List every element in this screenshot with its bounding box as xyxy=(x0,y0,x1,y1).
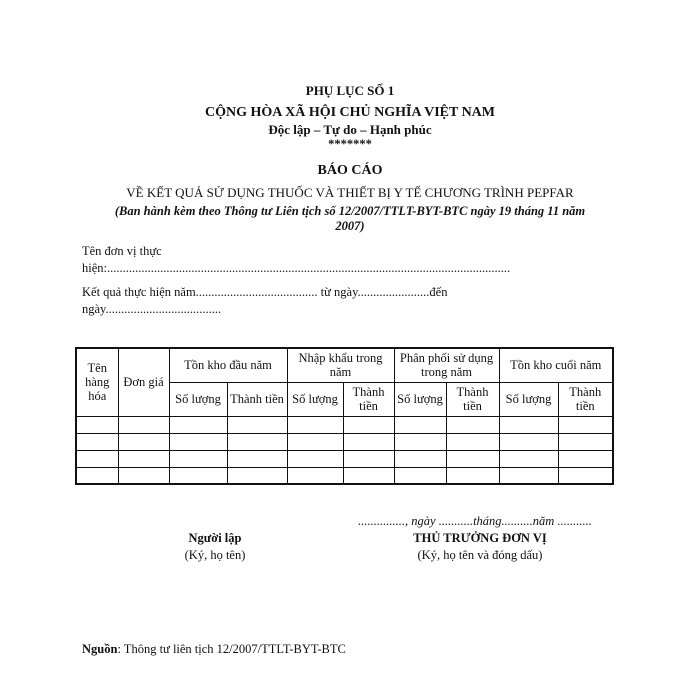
table-row xyxy=(76,450,613,467)
subheader-amount: Thành tiền xyxy=(558,382,613,416)
report-title: BÁO CÁO xyxy=(317,163,383,178)
table-cell[interactable] xyxy=(343,450,394,467)
table-cell[interactable] xyxy=(227,433,287,450)
table-cell[interactable] xyxy=(394,433,446,450)
header-distribution: Phân phối sử dụng trong năm xyxy=(394,348,499,382)
table-cell[interactable] xyxy=(499,450,558,467)
table-cell[interactable] xyxy=(118,450,169,467)
report-table xyxy=(75,347,614,485)
table-cell[interactable] xyxy=(558,467,613,484)
table-cell[interactable] xyxy=(227,450,287,467)
national-motto: Độc lập – Tự do – Hạnh phúc xyxy=(268,122,432,137)
table-cell[interactable] xyxy=(446,416,499,433)
table-cell[interactable] xyxy=(169,416,227,433)
header-opening-stock: Tồn kho đầu năm xyxy=(169,348,287,382)
table-cell[interactable] xyxy=(499,467,558,484)
table-cell[interactable] xyxy=(169,433,227,450)
table-cell[interactable] xyxy=(287,416,343,433)
table-cell[interactable] xyxy=(76,467,118,484)
table-cell[interactable] xyxy=(287,433,343,450)
source-label: Nguồn xyxy=(82,642,118,656)
header-imports: Nhập khẩu trong năm xyxy=(287,348,394,382)
source-text: : Thông tư liên tịch 12/2007/TTLT-BYT-BTC xyxy=(117,642,346,656)
table-cell[interactable] xyxy=(558,416,613,433)
table-cell[interactable] xyxy=(394,416,446,433)
appendix-heading: PHỤ LỤC SỐ 1 xyxy=(305,83,395,98)
table-cell[interactable] xyxy=(76,450,118,467)
subheader-amount: Thành tiền xyxy=(227,382,287,416)
source-footer xyxy=(82,642,346,657)
table-cell[interactable] xyxy=(118,433,169,450)
header-item-name: Tên hàng hóa xyxy=(76,348,118,416)
head-of-unit-note: (Ký, họ tên và đóng dấu) xyxy=(417,548,543,562)
issued-note-line2: 2007) xyxy=(335,219,365,233)
table-cell[interactable] xyxy=(343,416,394,433)
subheader-qty: Số lượng xyxy=(169,382,227,416)
table-cell[interactable] xyxy=(446,450,499,467)
head-of-unit-title: THỦ TRƯỞNG ĐƠN VỊ xyxy=(413,531,547,545)
table-cell[interactable] xyxy=(227,416,287,433)
table-cell[interactable] xyxy=(76,416,118,433)
table-row xyxy=(76,416,613,433)
result-field-line1: Kết quả thực hiện năm....................................... từ ngày.......................đến xyxy=(82,285,448,299)
report-subtitle: VỀ KẾT QUẢ SỬ DỤNG THUỐC VÀ THIẾT BỊ Y TẾ CHƯƠNG TRÌNH PEPFAR xyxy=(126,185,574,200)
motto-stars: ******* xyxy=(328,137,372,151)
table-cell[interactable] xyxy=(227,467,287,484)
table-cell[interactable] xyxy=(343,433,394,450)
table-cell[interactable] xyxy=(394,467,446,484)
table-cell[interactable] xyxy=(499,416,558,433)
table-cell[interactable] xyxy=(118,416,169,433)
table-cell[interactable] xyxy=(118,467,169,484)
table-cell[interactable] xyxy=(558,433,613,450)
unit-field-dots: hiện:................................................................................................................................. xyxy=(82,261,511,275)
country-name: CỘNG HÒA XÃ HỘI CHỦ NGHĨA VIỆT NAM xyxy=(204,105,495,120)
result-field-line2: ngày..................................... xyxy=(82,302,222,316)
subheader-amount: Thành tiền xyxy=(446,382,499,416)
issued-note-line1: (Ban hành kèm theo Thông tư Liên tịch số 12/2007/TTLT-BYT-BTC ngày 19 tháng 11 năm xyxy=(114,204,586,218)
table-cell[interactable] xyxy=(558,450,613,467)
table-cell[interactable] xyxy=(169,450,227,467)
table-cell[interactable] xyxy=(499,433,558,450)
table-cell[interactable] xyxy=(343,467,394,484)
table-row xyxy=(76,467,613,484)
signature-date-line: ..............., ngày ...........tháng..........năm ........... xyxy=(358,514,592,528)
subheader-qty: Số lượng xyxy=(394,382,446,416)
table-cell[interactable] xyxy=(446,467,499,484)
subheader-amount: Thành tiền xyxy=(343,382,394,416)
table-cell[interactable] xyxy=(76,433,118,450)
preparer-note: (Ký, họ tên) xyxy=(184,548,246,562)
table-cell[interactable] xyxy=(394,450,446,467)
header-unit-price: Đơn giá xyxy=(118,348,169,416)
header-closing-stock: Tồn kho cuối năm xyxy=(499,348,613,382)
table-cell[interactable] xyxy=(287,467,343,484)
table-cell[interactable] xyxy=(446,433,499,450)
subheader-qty: Số lượng xyxy=(499,382,558,416)
unit-field-label: Tên đơn vị thực xyxy=(82,244,162,258)
subheader-qty: Số lượng xyxy=(287,382,343,416)
table-row xyxy=(76,433,613,450)
table-cell[interactable] xyxy=(169,467,227,484)
table-cell[interactable] xyxy=(287,450,343,467)
preparer-title: Người lập xyxy=(188,531,242,545)
